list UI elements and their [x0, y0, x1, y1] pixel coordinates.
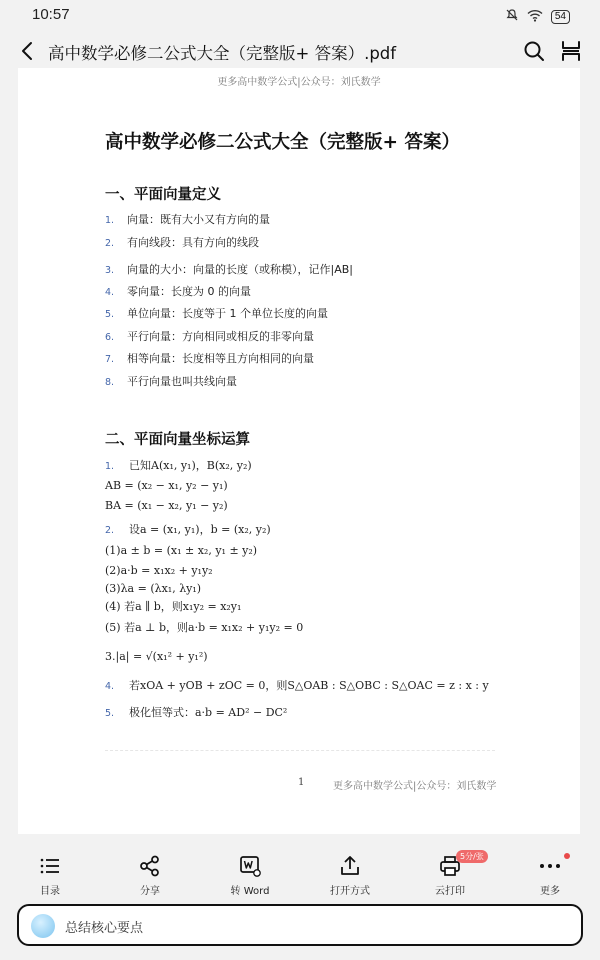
toolbar-label: 云打印	[435, 886, 465, 897]
open-with-icon	[338, 854, 362, 878]
list-item: 2. 有向线段：具有方向的线段	[105, 236, 259, 249]
toolbar-button-more[interactable]	[510, 842, 590, 900]
page-title: 高中数学必修二公式大全（完整版+ 答案）	[105, 132, 460, 153]
formula-line: (3)λa = (λx₁, λy₁)	[105, 582, 202, 595]
formula-line: BA = (x₁ − x₂, y₁ − y₂)	[105, 499, 228, 512]
notification-dot	[564, 853, 570, 859]
share-icon	[138, 854, 162, 878]
status-time: 10:57	[32, 6, 70, 23]
assistant-avatar-icon	[31, 914, 55, 938]
formula-line: 2. 设a = (x₁, y₁)，b = (x₂, y₂)	[105, 523, 271, 536]
page-footer: 更多高中数学公式|公众号：刘氏数学	[333, 781, 497, 792]
toolbar-button-convert-word[interactable]	[210, 842, 290, 900]
formula-line: 5. 极化恒等式：a·b = AD² − DC²	[105, 706, 288, 719]
expand-view-icon[interactable]	[560, 39, 582, 63]
document-top-bar	[0, 32, 600, 70]
status-bar	[0, 0, 600, 32]
document-title: 高中数学必修二公式大全（完整版+ 答案）.pdf	[48, 44, 397, 63]
toolbar-button-share[interactable]	[110, 842, 190, 900]
formula-line: 1. 已知A(x₁, y₁)，B(x₂, y₂)	[105, 459, 252, 472]
page-number: 1	[298, 777, 305, 788]
formula-line: (4) 若a ∥ b，则x₁y₂ = x₂y₁	[105, 600, 242, 613]
toolbar-label: 更多	[540, 886, 560, 897]
section-heading-vector-definition: 一、平面向量定义	[105, 187, 221, 203]
toolbar-button-open-with[interactable]	[310, 842, 390, 900]
price-badge: 5分/张	[456, 850, 488, 863]
formula-line: (1)a ± b = (x₁ ± x₂, y₁ ± y₂)	[105, 544, 258, 557]
more-icon	[538, 854, 562, 878]
page-header: 更多高中数学公式|公众号：刘氏数学	[217, 77, 381, 88]
list-item: 3. 向量的大小：向量的长度（或称模），记作|AB|	[105, 263, 353, 276]
formula-line: (5) 若a ⊥ b，则a·b = x₁x₂ + y₁y₂ = 0	[105, 621, 304, 634]
word-convert-icon	[238, 854, 262, 878]
battery-indicator: 54	[551, 10, 570, 24]
pdf-page	[18, 68, 580, 834]
formula-line: 3.|a| = √(x₁² + y₁²)	[105, 650, 208, 663]
toolbar-label: 分享	[140, 886, 160, 897]
formula-line: 4. 若xOA + yOB + zOC = 0，则S△OAB : S△OBC : S△OAC = z : x : y	[105, 679, 489, 692]
search-icon[interactable]	[522, 39, 546, 63]
list-item: 5. 单位向量：长度等于 1 个单位长度的向量	[105, 307, 328, 320]
status-icons	[505, 7, 570, 26]
bottom-toolbar	[0, 842, 600, 900]
wifi-icon	[527, 7, 543, 26]
list-item: 4. 零向量：长度为 0 的向量	[105, 285, 251, 298]
ai-summary-prompt: 总结核心要点	[65, 921, 144, 936]
list-icon	[38, 854, 62, 878]
ai-summary-bar[interactable]	[17, 904, 583, 946]
formula-line: AB = (x₂ − x₁, y₂ − y₁)	[105, 479, 228, 492]
toolbar-label: 转 Word	[230, 886, 270, 897]
toolbar-button-cloud-print[interactable]	[410, 842, 490, 900]
section-heading-coordinate-operations: 二、平面向量坐标运算	[105, 432, 250, 448]
list-item: 7. 相等向量：长度相等且方向相同的向量	[105, 352, 314, 365]
toolbar-button-contents[interactable]	[10, 842, 90, 900]
list-item: 6. 平行向量：方向相同或相反的非零向量	[105, 330, 314, 343]
toolbar-label: 打开方式	[330, 886, 370, 897]
back-button[interactable]	[18, 38, 40, 64]
mute-icon	[505, 7, 519, 26]
page-divider	[105, 750, 495, 751]
list-item: 1. 向量：既有大小又有方向的量	[105, 213, 270, 226]
list-item: 8. 平行向量也叫共线向量	[105, 375, 237, 388]
toolbar-label: 目录	[40, 886, 60, 897]
formula-line: (2)a·b = x₁x₂ + y₁y₂	[105, 564, 213, 577]
